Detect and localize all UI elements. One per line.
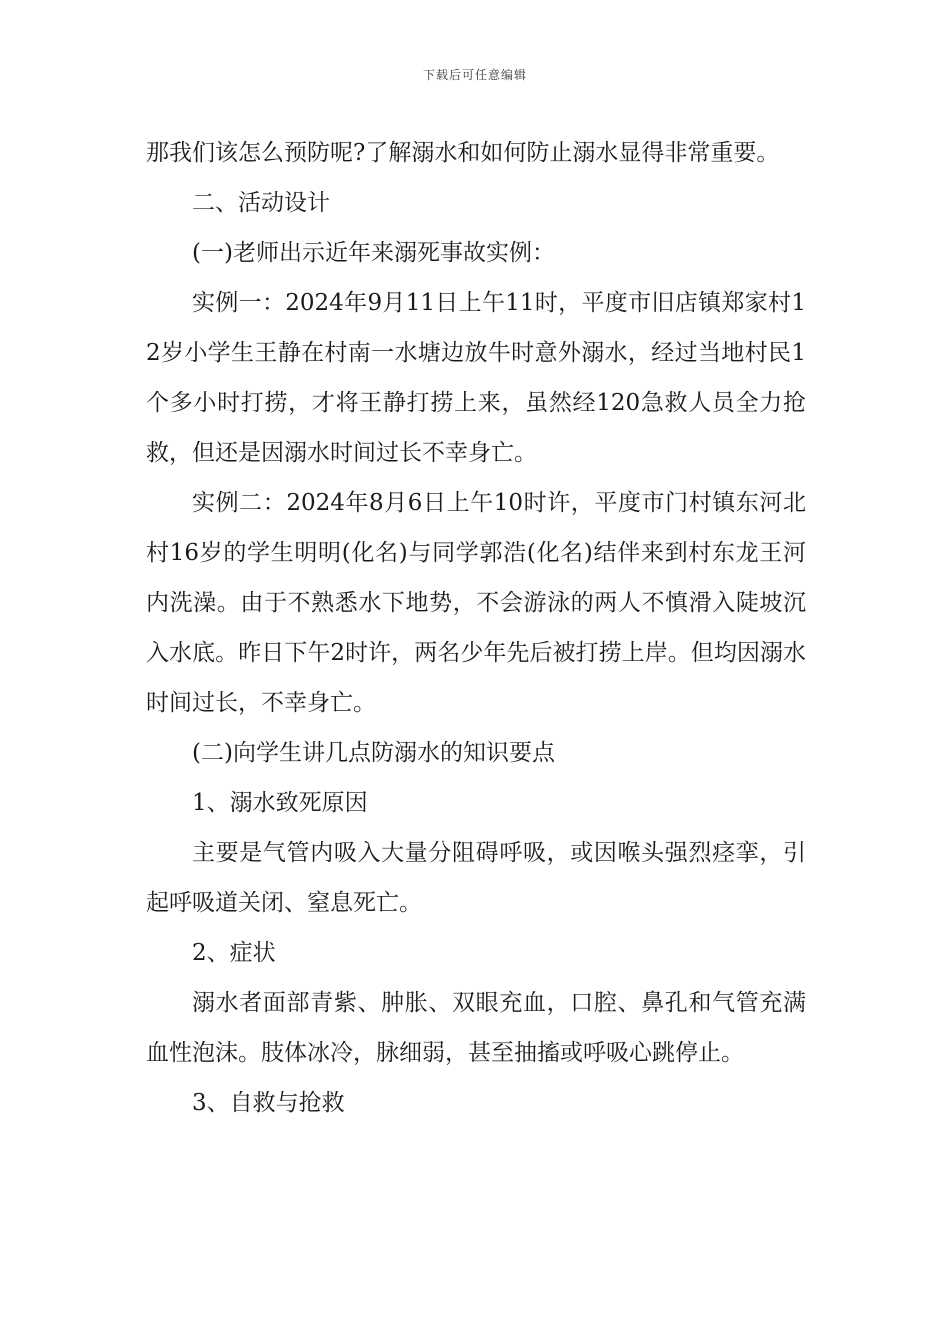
- subsection-heading-cases: (一)老师出示近年来溺死事故实例：: [192, 240, 555, 266]
- header-note: 下载后可任意编辑: [422, 68, 527, 82]
- subsection-heading-knowledge: (二)向学生讲几点防溺水的知识要点: [192, 740, 555, 766]
- paragraph-cause: 主要是气管内吸入大量分阻碍呼吸，或因喉头强烈痉挛，引起呼吸道关闭、窒息死亡。: [146, 840, 806, 916]
- paragraph-case-one: 实例一：2024年9月11日上午11时，平度市旧店镇郑家村12岁小学生王静在村南一水塘边放牛时意外溺水，经过当地村民1个多小时打捞，才将王静打捞上来，虽然经120急救人员全力抢救，但还是因溺水时间过长不幸身亡。: [146, 290, 806, 466]
- item-heading-symptoms: 2、症状: [192, 940, 276, 966]
- document-body: [146, 128, 806, 1128]
- item-heading-cause: 1、溺水致死原因: [192, 790, 368, 816]
- paragraph-case-two: 实例二：2024年8月6日上午10时许，平度市门村镇东河北村16岁的学生明明(化名)与同学郭浩(化名)结伴来到村东龙王河内洗澡。由于不熟悉水下地势，不会游泳的两人不慎滑入陡坡沉入水底。昨日下午2时许，两名少年先后被打捞上岸。但均因溺水时间过长，不幸身亡。: [146, 490, 806, 716]
- item-heading-rescue: 3、自救与抢救: [192, 1090, 345, 1116]
- section-heading-activity-design: 二、活动设计: [192, 190, 330, 216]
- paragraph-symptoms: 溺水者面部青紫、肿胀、双眼充血，口腔、鼻孔和气管充满血性泡沫。肢体冰冷，脉细弱，甚至抽搐或呼吸心跳停止。: [146, 990, 806, 1066]
- paragraph-intro: 那我们该怎么预防呢?了解溺水和如何防止溺水显得非常重要。: [146, 140, 780, 166]
